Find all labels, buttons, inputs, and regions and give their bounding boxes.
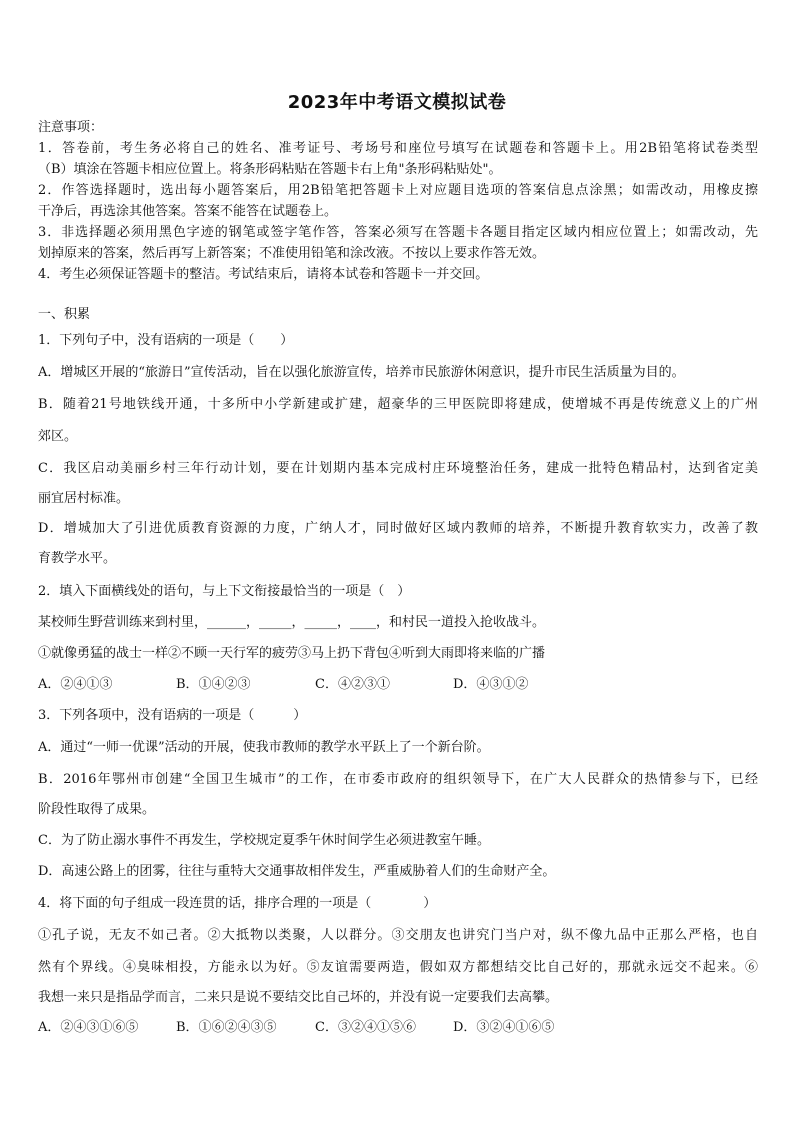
notice-line-1: 1．答卷前，考生务必将自己的姓名、准考证号、考场号和座位号填写在试题卷和答题卡上。用2B铅笔将试卷类型 <box>38 141 758 156</box>
q4-stem: 4．将下面的句子组成一段连贯的话，排序合理的一项是（ ） <box>38 896 437 911</box>
notice-heading: 注意事项： <box>38 120 104 135</box>
q2-items: ①就像勇猛的战士一样②不顾一天行军的疲劳③马上扔下背包④听到大雨即将来临的广播 <box>38 646 546 661</box>
q2-option-b: B．①④②③ <box>176 677 251 692</box>
q4-option-a: A．②④③①⑥⑤ <box>38 1020 139 1035</box>
q4-option-d: D．③②④①⑥⑤ <box>453 1020 555 1035</box>
notice-line-3: 2．作答选择题时，选出每小题答案后，用2B铅笔把答题卡上对应题目选项的答案信息点涂黑；如需改动，用橡皮擦 <box>38 183 758 198</box>
q4-passage-line2: 然有个界线。④臭味相投，方能永以为好。⑤友谊需要两造，假如双方都想结交比自己好的，那就永远交不起来。⑥ <box>38 960 758 975</box>
notice-line-2: （B）填涂在答题卡相应位置上。将条形码粘贴在答题卡右上角"条形码粘贴处"。 <box>38 162 502 177</box>
q1-option-b-line1: B．随着21号地铁线开通，十多所中小学新建或扩建，超豪华的三甲医院即将建成，使增城不再是传统意义上的广州 <box>38 397 758 412</box>
q3-option-b-line2: 阶段性取得了成果。 <box>38 802 156 817</box>
q1-option-b-line2: 郊区。 <box>38 429 78 444</box>
notice-line-4: 干净后，再选涂其他答案。答案不能答在试题卷上。 <box>38 204 338 219</box>
q1-option-a: A．增城区开展的“旅游日”宣传活动，旨在以强化旅游宣传，培养市民旅游休闲意识，提升市民生活质量为目的。 <box>38 365 685 380</box>
q3-option-c: C．为了防止溺水事件不再发生，学校规定夏季午休时间学生必须进教室午睡。 <box>38 833 490 848</box>
q4-passage-line1: ①孔子说，无友不如己者。②大抵物以类聚，人以群分。③交朋友也讲究门当户对，纵不像九品中正那么严格，也自 <box>38 928 758 943</box>
q4-passage-line3: 我想一来只是指品学而言，二来只是说不要结交比自己坏的，并没有说一定要我们去高攀。 <box>38 990 559 1005</box>
q1-stem: 1．下列句子中，没有语病的一项是（ ） <box>38 333 294 348</box>
notice-line-7: 4．考生必须保证答题卡的整洁。考试结束后，请将本试卷和答题卡一并交回。 <box>38 267 489 282</box>
notice-line-5: 3．非选择题必须用黑色字迹的钢笔或签字笔作答，答案必须写在答题卡各题目指定区域内相应位置上；如需改动，先 <box>38 225 758 240</box>
q3-stem: 3．下列各项中，没有语病的一项是（ ） <box>38 708 307 723</box>
q4-option-c: C．③②④①⑤⑥ <box>315 1020 416 1035</box>
notice-line-6: 划掉原来的答案，然后再写上新答案；不准使用铅笔和涂改液。不按以上要求作答无效。 <box>38 246 546 261</box>
page-title: 2023年中考语文模拟试卷 <box>287 92 507 113</box>
section-heading: 一、积累 <box>38 307 91 322</box>
q1-option-d-line1: D．增城加大了引进优质教育资源的力度，广纳人才，同时做好区域内教师的培养，不断提升教育软实力，改善了教 <box>38 521 758 536</box>
q3-option-d: D．高速公路上的团雾，往往与重特大交通事故相伴发生，严重威胁着人们的生命财产全。 <box>38 864 556 879</box>
q2-context: 某校师生野营训练来到村里，______，_____，_____，____，和村民一道投入抢收战斗。 <box>38 615 546 630</box>
q2-option-d: D．④③①② <box>453 677 529 692</box>
q4-option-b: B．①⑥②④③⑤ <box>176 1020 277 1035</box>
q1-option-c-line1: C．我区启动美丽乡村三年行动计划，要在计划期内基本完成村庄环境整治任务，建成一批特色精品村，达到省定美 <box>38 461 758 476</box>
q1-option-d-line2: 育教学水平。 <box>38 551 117 566</box>
q2-option-c: C．④②③① <box>315 677 390 692</box>
q1-option-c-line2: 丽宜居村标准。 <box>38 491 130 506</box>
q2-stem: 2．填入下面横线处的语句，与上下文衔接最恰当的一项是（ ） <box>38 584 411 599</box>
q3-option-a: A．通过“一师一优课”活动的开展，使我市教师的教学水平跃上了一个新台阶。 <box>38 740 490 755</box>
q2-option-a: A．②④①③ <box>38 677 113 692</box>
q3-option-b-line1: B．2016年鄂州市创建“全国卫生城市”的工作，在市委市政府的组织领导下，在广大人民群众的热情参与下，已经 <box>38 772 758 787</box>
